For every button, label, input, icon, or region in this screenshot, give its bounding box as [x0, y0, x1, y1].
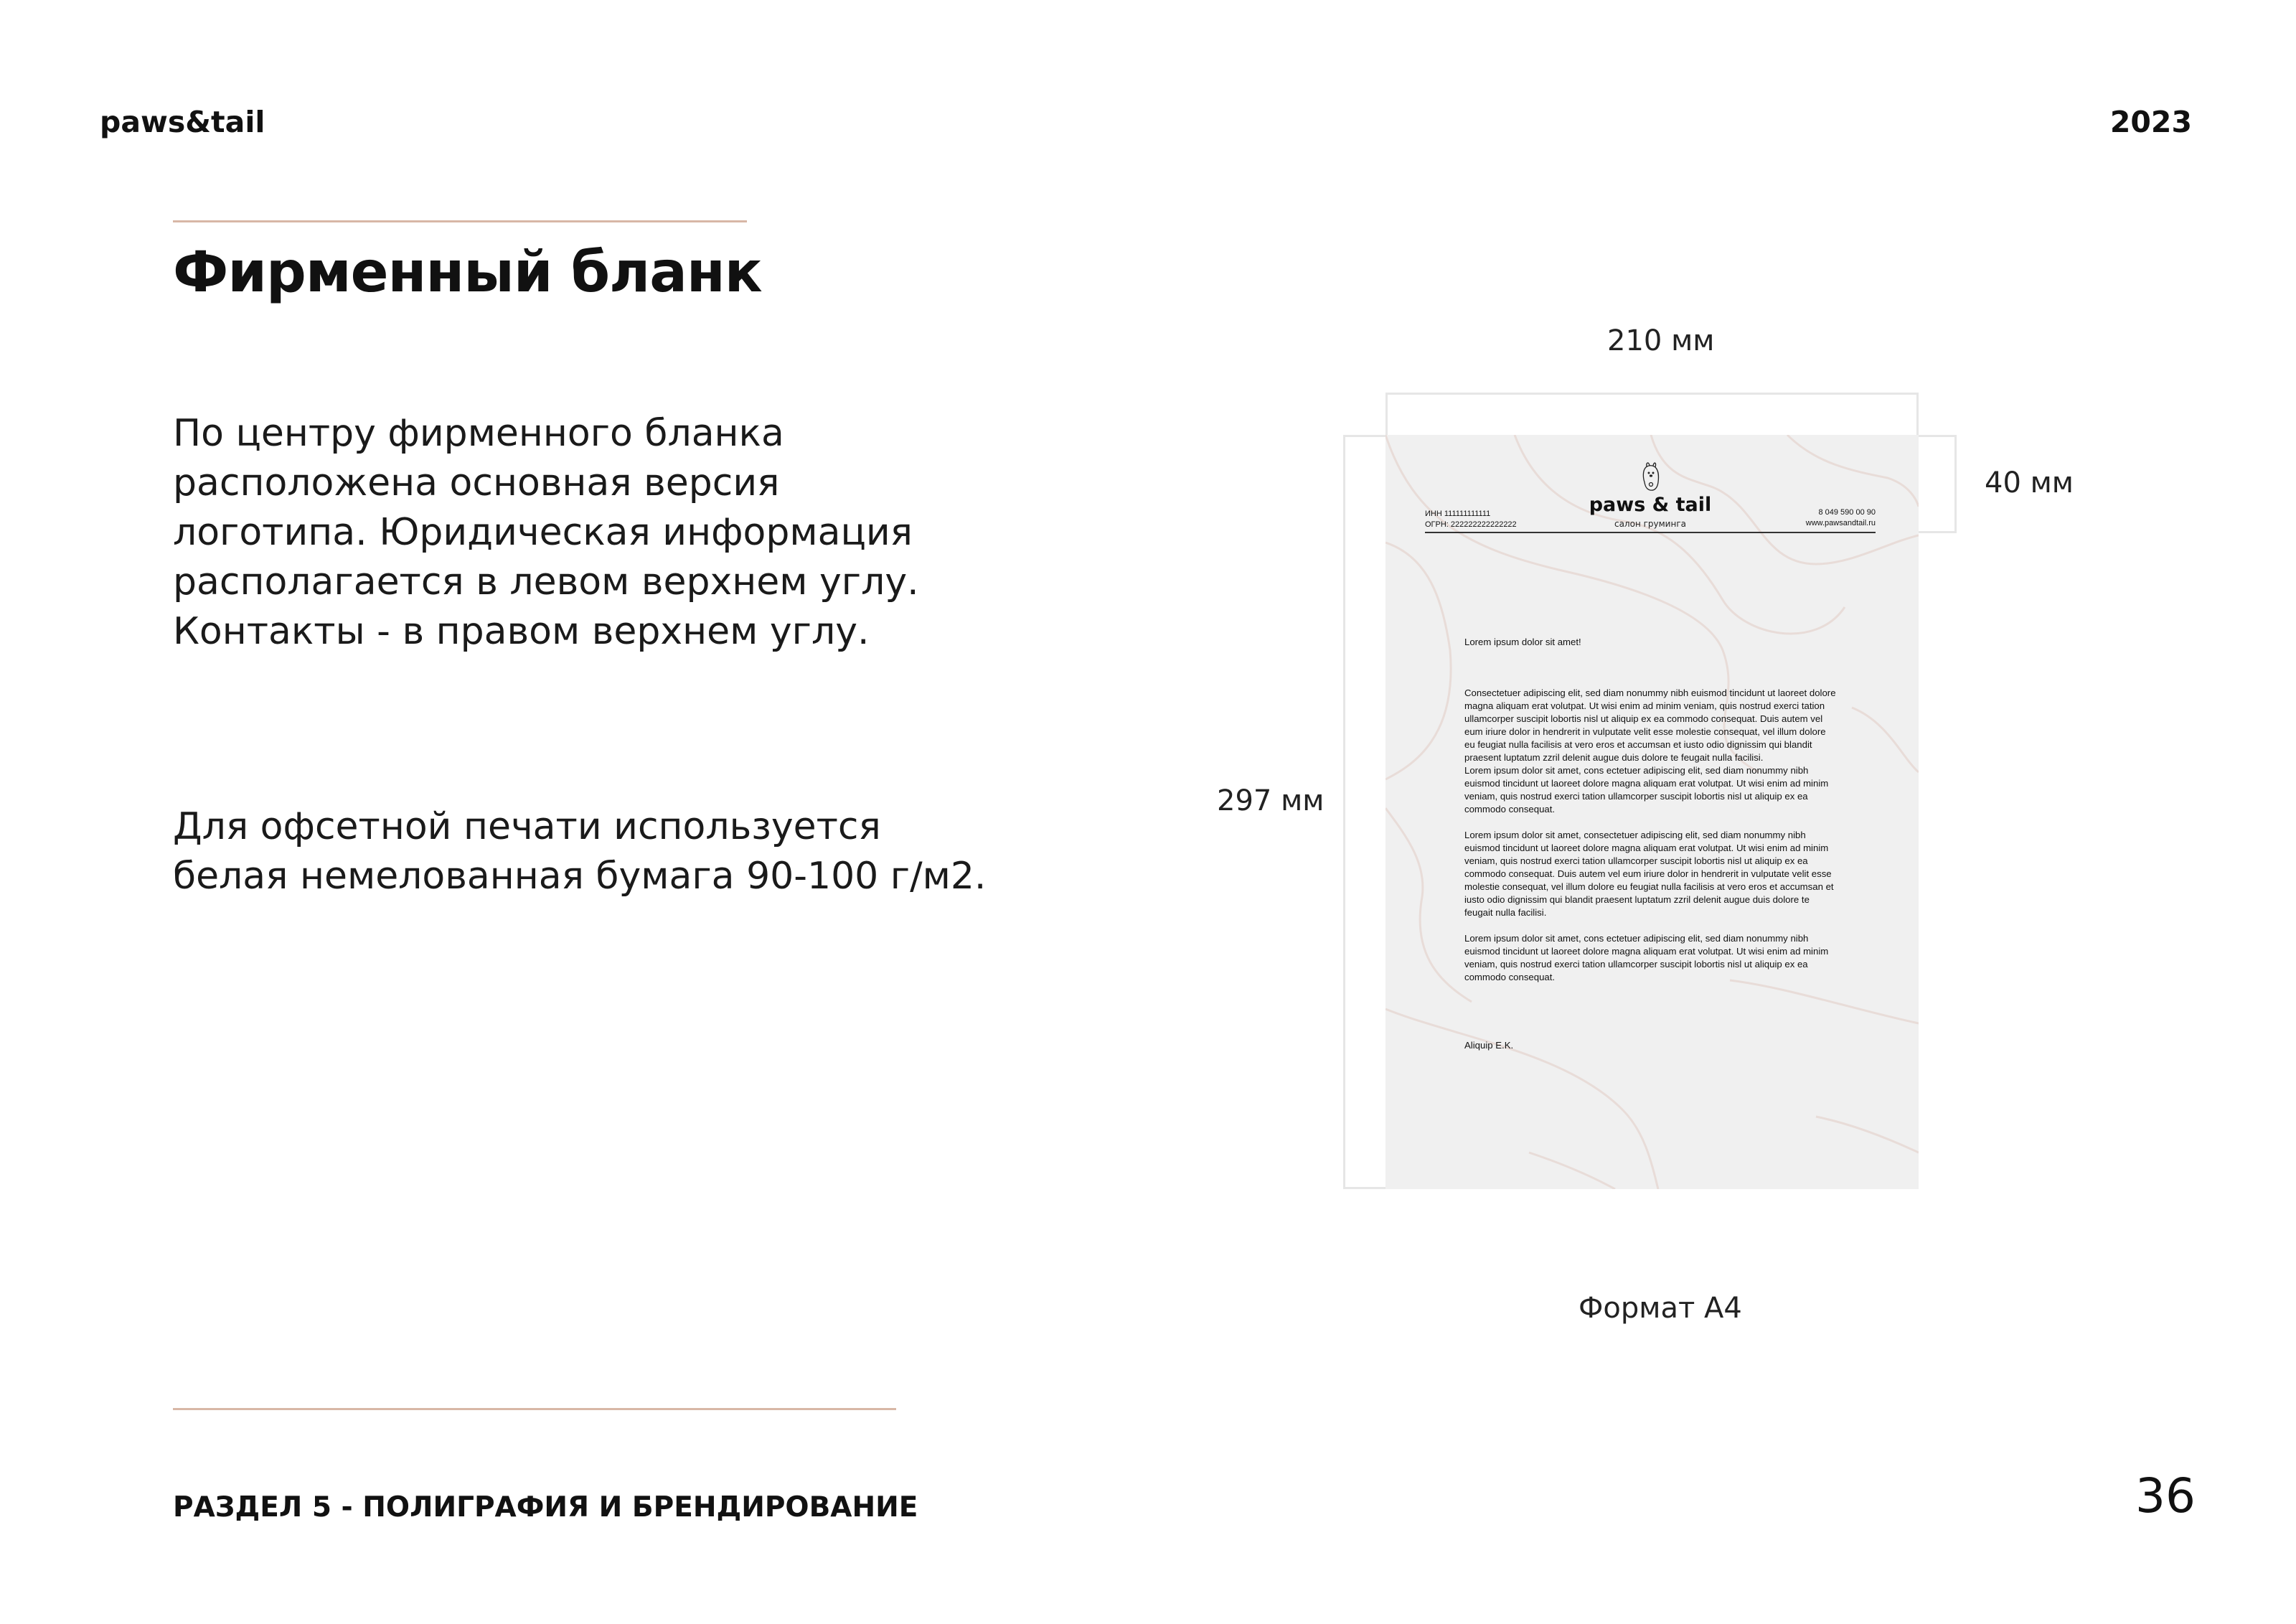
paper-note-line: белая немелованная бумага 90-100 г/м2.	[173, 855, 987, 898]
year: 2023	[2109, 105, 2192, 139]
accent-divider-top	[173, 220, 747, 222]
width-dimension-label: 210 мм	[1607, 324, 1715, 357]
description-line: логотипа. Юридическая информация	[173, 511, 913, 554]
accent-divider-bottom	[173, 1408, 896, 1410]
letter-paragraph	[1464, 687, 1838, 984]
letterhead-logo-text: paws & tail	[1589, 494, 1712, 516]
page-title: Фирменный бланк	[173, 240, 762, 305]
top-margin-guide	[1385, 393, 1919, 437]
dog-logo-icon	[1640, 461, 1662, 492]
brand-name: paws&tail	[100, 105, 265, 139]
letter-signature: Aliquip E.K.	[1464, 1040, 1514, 1051]
description-line: По центру фирменного бланка	[173, 412, 784, 455]
letter-paragraph-3: Lorem ipsum dolor sit amet, consectetuer adipiscing elit, sed diam nonummy nibh euismod tincidunt ut laoreet dolore magna aliquam erat volutpat. Ut wisi enim ad minim veniam, quis nostrud exerci tation ullamcorper suscipit lobortis nisl ut aliquip ex ea commodo consequat. Duis autem vel eum iriure dolor in hendrerit in vulputate velit esse molestie consequat, vel illum dolore eu feugiat nulla facilisis at vero eros et accumsan et iusto odio dignissim qui blandit praesent luptatum zzril delenit augue duis dolore te feugait nulla facilisi.	[1464, 830, 1834, 918]
height-dimension-label: 297 мм	[1217, 784, 1325, 817]
website: www.pawsandtail.ru	[1805, 519, 1876, 527]
page-number: 36	[2135, 1468, 2196, 1524]
right-margin-guide	[1916, 435, 1957, 533]
description-line: Контакты - в правом верхнем углу.	[173, 610, 870, 653]
letter-paragraph-1: Consectetuer adipiscing elit, sed diam nonummy nibh euismod tincidunt ut laoreet dolore magna aliquam erat volutpat. Ut wisi enim ad minim veniam, quis nostrud exerci tation ullamcorper suscipit lobortis nisl ut aliquip ex ea commodo consequat. Duis autem vel eum iriure dolor in hendrerit in vulputate velit esse molestie consequat, vel illum dolore eu feugiat nulla facilisis at vero eros et accumsan et iusto odio dignissim qui blandit praesent luptatum zzril delenit augue duis dolore te feugait nulla facilisi.	[1464, 687, 1836, 763]
margin-dimension-label: 40 мм	[1985, 466, 2074, 499]
ogrn: ОГРН: 222222222222222	[1425, 520, 1517, 529]
phone: 8 049 590 00 90	[1818, 508, 1876, 517]
letter-paragraph-4: Lorem ipsum dolor sit amet, cons ectetuer adipiscing elit, sed diam nonummy nibh euismod tincidunt ut laoreet dolore magna aliquam erat volutpat. Ut wisi enim ad minim veniam, quis nostrud exerci tation ullamcorper suscipit lobortis nisl ut aliquip ex ea commodo consequat.	[1464, 933, 1829, 982]
legal-info	[1425, 509, 1517, 530]
left-margin-guide	[1343, 435, 1388, 1189]
description-line: расположена основная версия	[173, 461, 780, 504]
inn: ИНН 111111111111	[1425, 510, 1491, 518]
description-text	[173, 409, 919, 657]
paper-note-text	[173, 802, 986, 901]
letterhead-paper	[1385, 435, 1919, 1189]
letter-paragraph-2: Lorem ipsum dolor sit amet, cons ectetuer adipiscing elit, sed diam nonummy nibh euismod tincidunt ut laoreet dolore magna aliquam erat volutpat. Ut wisi enim ad minim veniam, quis nostrud exerci tation ullamcorper suscipit lobortis nisl ut aliquip ex ea commodo consequat.	[1464, 765, 1829, 815]
contact-info	[1806, 507, 1876, 529]
section-title: РАЗДЕЛ 5 - ПОЛИГРАФИЯ И БРЕНДИРОВАНИЕ	[173, 1491, 918, 1524]
header-rule	[1425, 532, 1876, 533]
description-line: располагается в левом верхнем углу.	[173, 560, 919, 604]
letterhead-logo-subtitle: салон груминга	[1614, 519, 1686, 529]
paper-note-line: Для офсетной печати используется	[173, 805, 881, 848]
format-label: Формат А4	[1578, 1292, 1742, 1325]
letter-greeting: Lorem ipsum dolor sit amet!	[1464, 637, 1581, 647]
